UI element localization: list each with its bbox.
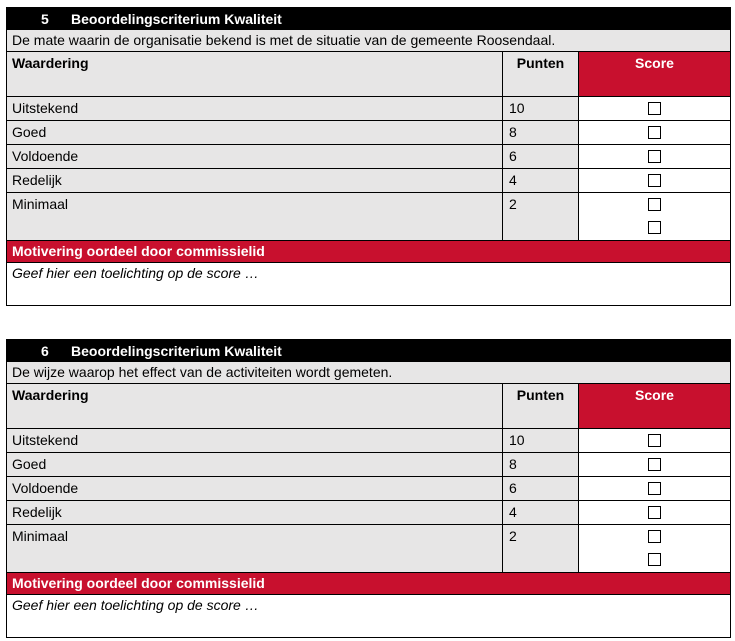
criterion-number: 5 [41,11,49,27]
criterion-title-bar [7,8,730,30]
criterion-title-bar [7,340,730,362]
score-checkbox[interactable] [648,553,661,566]
waardering-label: Redelijk [7,501,503,524]
waardering-label: Minimaal [7,193,503,240]
header-score: Score [579,52,730,96]
score-cell [579,193,730,240]
table-row [7,121,730,145]
header-row [7,52,730,97]
score-cell [579,453,730,476]
table-row [7,501,730,525]
table-row [7,453,730,477]
punten-value: 6 [503,145,579,168]
score-checkbox[interactable] [648,198,661,211]
criterion-table [6,7,731,306]
waardering-label: Goed [7,453,503,476]
waardering-label: Redelijk [7,169,503,192]
header-row [7,384,730,429]
punten-value: 8 [503,453,579,476]
score-checkbox[interactable] [648,221,661,234]
header-waardering: Waardering [7,384,503,428]
score-cell [579,501,730,524]
score-checkbox[interactable] [648,102,661,115]
header-punten: Punten [503,52,579,96]
punten-value: 2 [503,525,579,572]
score-checkbox[interactable] [648,174,661,187]
score-cell [579,121,730,144]
score-cell [579,477,730,500]
score-checkbox[interactable] [648,482,661,495]
motivation-input[interactable]: Geef hier een toelichting op de score … [12,597,259,613]
table-row [7,145,730,169]
waardering-label: Uitstekend [7,97,503,120]
punten-value: 8 [503,121,579,144]
score-checkbox[interactable] [648,530,661,543]
score-cell [579,97,730,120]
score-checkbox[interactable] [648,434,661,447]
table-row [7,525,730,573]
table-row [7,169,730,193]
punten-value: 2 [503,193,579,240]
table-row [7,429,730,453]
score-checkbox[interactable] [648,458,661,471]
punten-value: 10 [503,97,579,120]
criterion-title: Beoordelingscriterium Kwaliteit [71,11,282,27]
waardering-label: Voldoende [7,145,503,168]
table-row [7,193,730,241]
header-score: Score [579,384,730,428]
punten-value: 6 [503,477,579,500]
waardering-label: Uitstekend [7,429,503,452]
score-checkbox[interactable] [648,506,661,519]
score-cell [579,169,730,192]
criterion-description: De mate waarin de organisatie bekend is met de situatie van de gemeente Roosendaal. [7,30,730,52]
motivation-heading: Motivering oordeel door commissielid [7,241,730,263]
header-punten: Punten [503,384,579,428]
table-row [7,97,730,121]
header-waardering: Waardering [7,52,503,96]
criterion-number: 6 [41,343,49,359]
score-cell [579,145,730,168]
table-row [7,477,730,501]
punten-value: 4 [503,169,579,192]
waardering-label: Goed [7,121,503,144]
score-cell [579,525,730,572]
waardering-label: Voldoende [7,477,503,500]
criterion-title: Beoordelingscriterium Kwaliteit [71,343,282,359]
criterion-description: De wijze waarop het effect van de activiteiten wordt gemeten. [7,362,730,384]
criterion-table [6,339,731,638]
waardering-label: Minimaal [7,525,503,572]
score-checkbox[interactable] [648,126,661,139]
motivation-input[interactable]: Geef hier een toelichting op de score … [12,265,259,281]
motivation-heading: Motivering oordeel door commissielid [7,573,730,595]
punten-value: 4 [503,501,579,524]
score-checkbox[interactable] [648,150,661,163]
punten-value: 10 [503,429,579,452]
score-cell [579,429,730,452]
